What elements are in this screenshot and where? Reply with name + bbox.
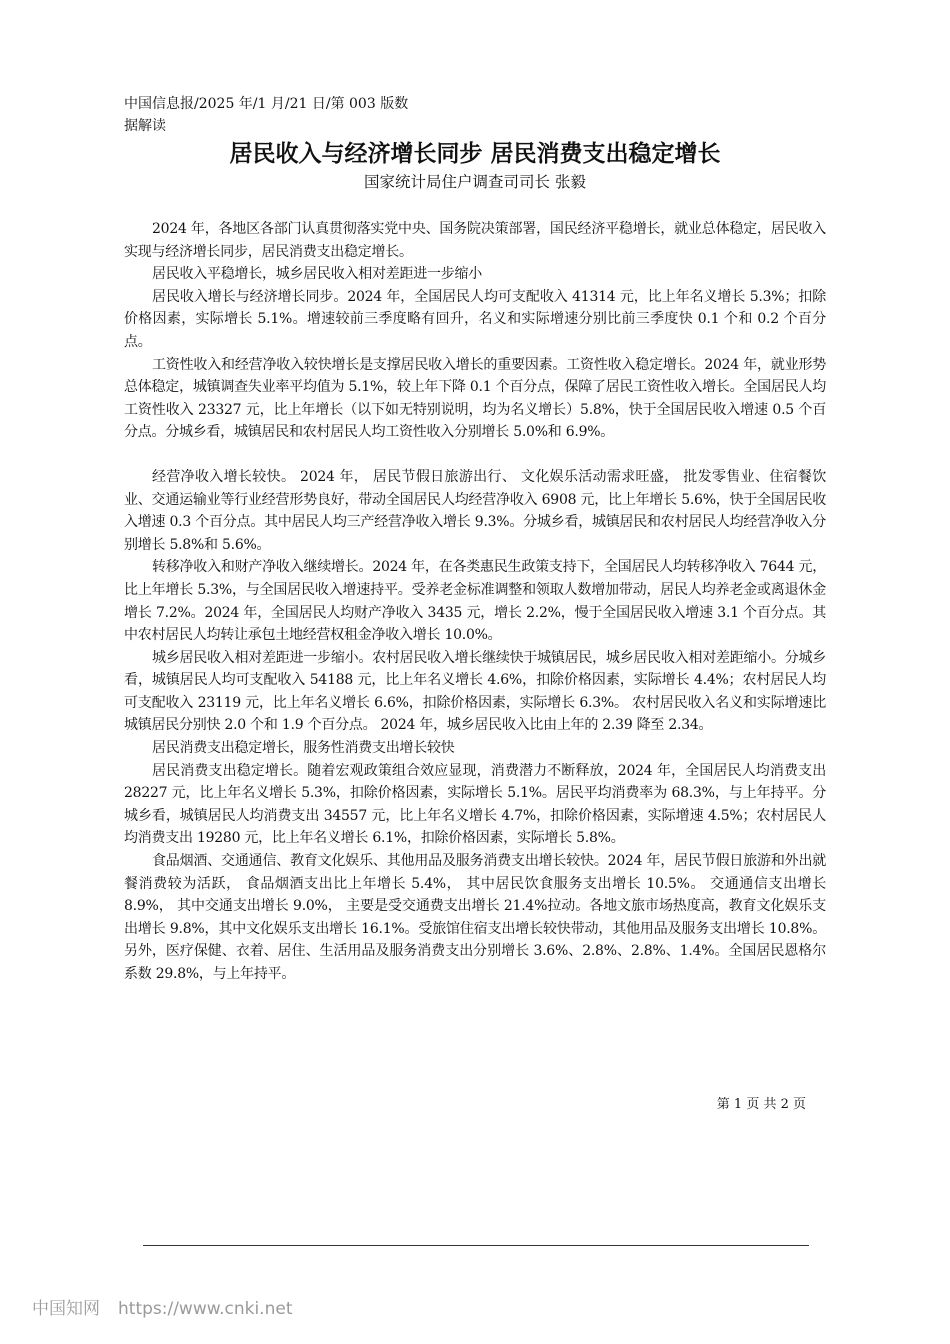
article-body bbox=[124, 218, 826, 986]
paragraph: 工资性收入和经营净收入较快增长是支撑居民收入增长的重要因素。工资性收入稳定增长。2024 年，就业形势总体稳定，城镇调查失业率平均值为 5.1%，较上年下降 0.1 个百分点，保障了居民工资性收入增长。全国居民人均工资性收入 23327 元，比上年增长（以下如无特别说明，均为名义增长）5.8%，快于全国居民收入增速 0.5 个百分点。分城乡看，城镇居民和农村居民人均工资性收入分别增长 5.0%和 6.9%。 bbox=[124, 356, 826, 441]
section-heading-income: 居民收入平稳增长，城乡居民收入相对差距进一步缩小 bbox=[152, 266, 482, 283]
paragraph-intro: 2024 年，各地区各部门认真贯彻落实党中央、国务院决策部署，国民经济平稳增长，就业总体稳定，居民收入实现与经济增长同步，居民消费支出稳定增长。 bbox=[124, 221, 826, 260]
article-author: 国家统计局住户调查司司长 张毅 bbox=[364, 173, 586, 191]
paragraph: 转移净收入和财产净收入继续增长。2024 年，在各类惠民生政策支持下，全国居民人均转移净收入 7644 元，比上年增长 5.3%，与全国居民收入增速持平。受养老金标准调整和领取人数增加带动，居民人均养老金或离退休金增长 7.2%。2024 年，全国居民人均财产净收入 3435 元，增长 2.2%，慢于全国居民收入增速 3.1 个百分点。其中农村居民人均转让承包土地经营权租金净收入增长 10.0%。 bbox=[124, 559, 826, 644]
footer-divider bbox=[143, 1245, 809, 1246]
article-title: 居民收入与经济增长同步 居民消费支出稳定增长 bbox=[229, 141, 721, 167]
paragraph: 经营净收入增长较快。 2024 年， 居民节假日旅游出行、 文化娱乐活动需求旺盛， 批发零售业、住宿餐饮业、交通运输业等行业经营形势良好，带动全国居民人均经营净收入 6908 元，比上年增长 5.6%，快于全国居民收入增速 0.3 个百分点。其中居民人均三产经营净收入增长 9.3%。分城乡看，城镇居民和农村居民人均经营净收入分别增长 5.8%和 5.6%。 bbox=[124, 468, 826, 553]
source-line: 中国信息报/2025 年/1 月/21 日/第 003 版数据解读 bbox=[124, 96, 409, 134]
paragraph: 食品烟酒、交通通信、教育文化娱乐、其他用品及服务消费支出增长较快。2024 年，居民节假日旅游和外出就餐消费较为活跃， 食品烟酒支出比上年增长 5.4%， 其中居民饮食服务支出增长 10.5%。 交通通信支出增长 8.9%， 其中交通支出增长 9.0%， 主要是受交通费支出增长 21.4%拉动。各地文旅市场热度高，教育文化娱乐支出增长 9.8%，其中文化娱乐支出增长 16.1%。受旅馆住宿支出增长较快带动，其他用品及服务支出增长 10.8%。另外，医疗保健、衣着、居住、生活用品及服务消费支出分别增长 3.6%、2.8%、2.8%、1.4%。全国居民恩格尔系数 29.8%，与上年持平。 bbox=[124, 853, 826, 982]
watermark-brand: 中国知网 bbox=[32, 1299, 100, 1319]
paragraph: 城乡居民收入相对差距进一步缩小。农村居民收入增长继续快于城镇居民，城乡居民收入相对差距缩小。分城乡看，城镇居民人均可支配收入 54188 元，比上年名义增长 4.6%，扣除价格因素，实际增长 4.4%；农村居民人均可支配收入 23119 元，比上年名义增长 6.6%，扣除价格因素，实际增长 6.3%。 农村居民收入名义和实际增速比城镇居民分别快 2.0 个和 1.9 个百分点。 2024 年，城乡居民收入比由上年的 2.39 降至 2.34。 bbox=[124, 649, 826, 734]
cnki-watermark bbox=[32, 1294, 292, 1319]
watermark-url: https://www.cnki.net bbox=[118, 1299, 293, 1319]
paragraph: 居民收入增长与经济增长同步。2024 年，全国居民人均可支配收入 41314 元，比上年名义增长 5.3%；扣除价格因素，实际增长 5.1%。增速较前三季度略有回升，名义和实际增速分别比前三季度快 0.1 个和 0.2 个百分点。 bbox=[124, 288, 826, 350]
section-heading-consumption: 居民消费支出稳定增长，服务性消费支出增长较快 bbox=[152, 740, 455, 757]
page-number: 第 1 页 共 2 页 bbox=[716, 1097, 806, 1112]
paragraph: 居民消费支出稳定增长。随着宏观政策组合效应显现，消费潜力不断释放，2024 年，全国居民人均消费支出 28227 元，比上年名义增长 5.3%，扣除价格因素，实际增长 5.1%。居民平均消费率为 68.3%，与上年持平。分城乡看，城镇居民人均消费支出 34557 元，比上年名义增长 4.7%，扣除价格因素，实际增速 4.5%；农村居民人均消费支出 19280 元，比上年名义增长 6.1%，扣除价格因素，实际增长 5.8%。 bbox=[124, 762, 826, 847]
